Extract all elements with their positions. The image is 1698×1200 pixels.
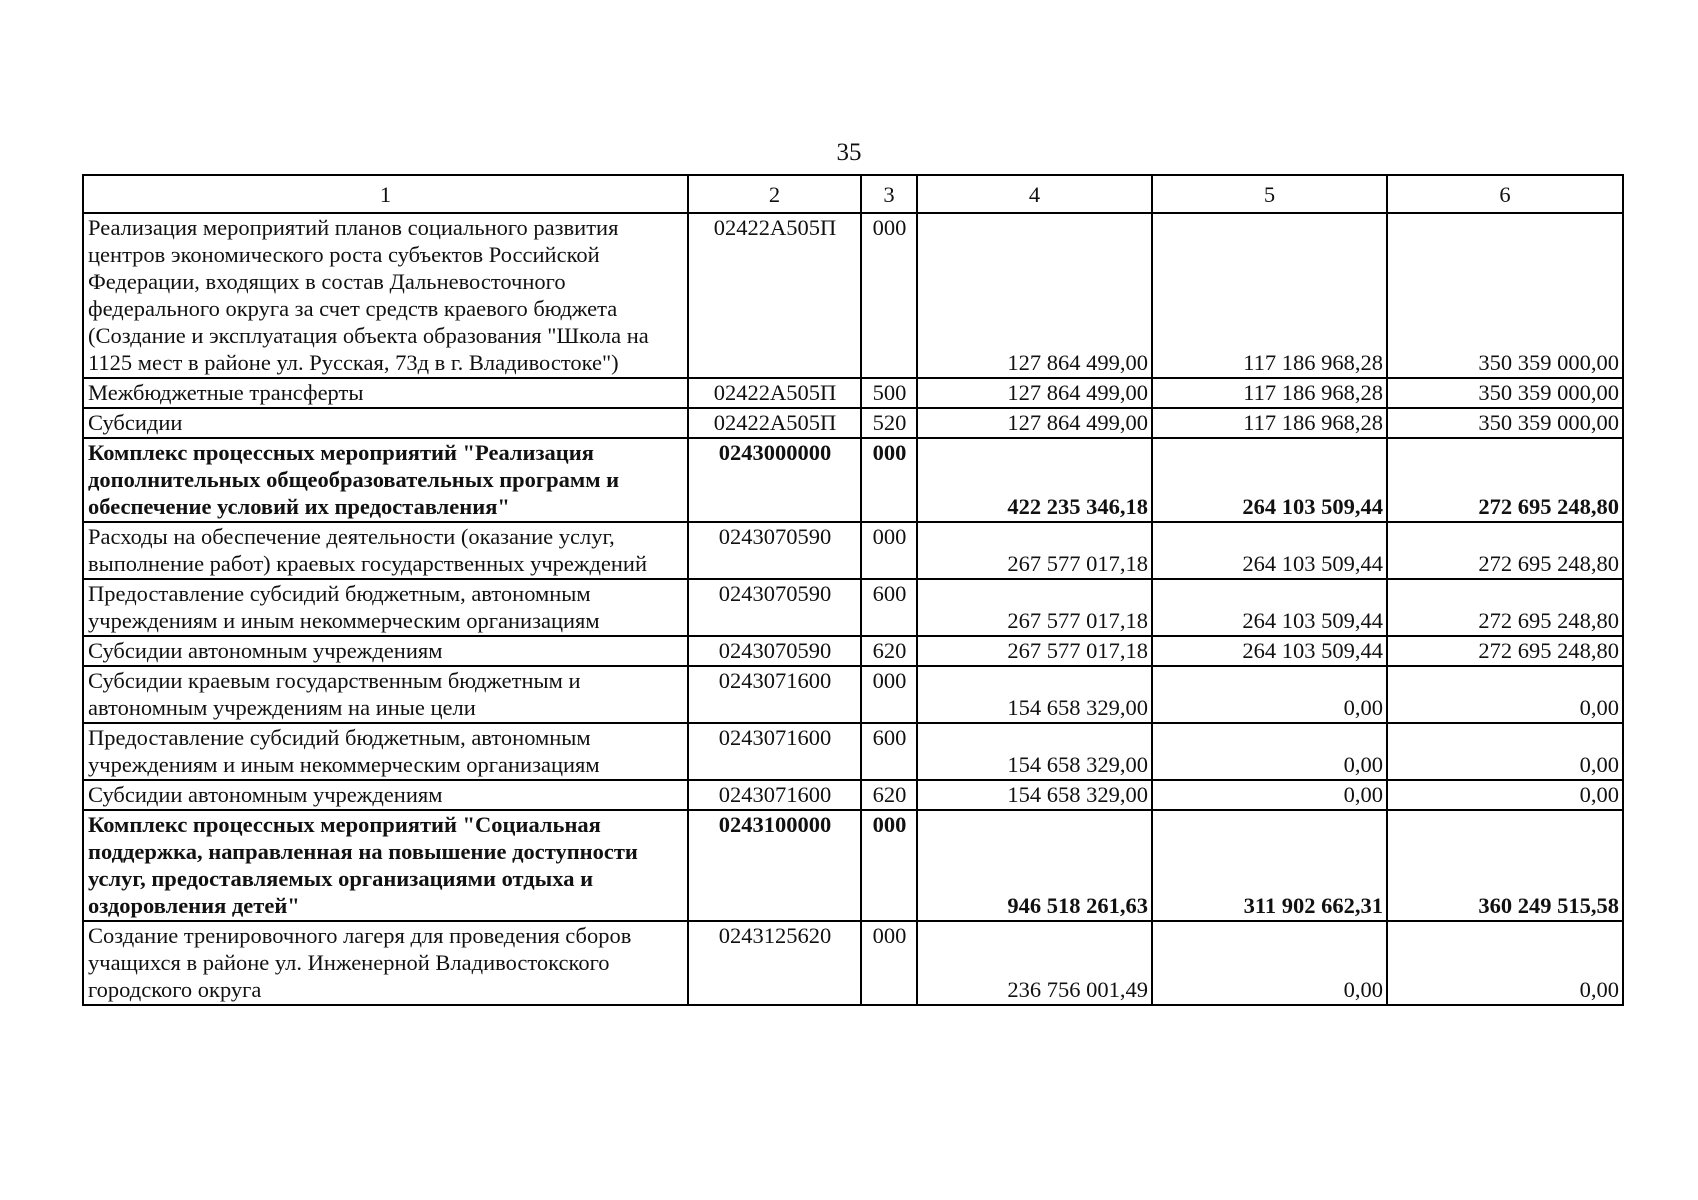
expense-kind: 620 [861, 780, 917, 810]
table-row [83, 723, 1623, 780]
header-row [83, 175, 1623, 213]
expense-kind: 000 [861, 213, 917, 378]
amount-col-6: 350 359 000,00 [1387, 213, 1623, 378]
table-row [83, 438, 1623, 522]
expense-kind: 600 [861, 723, 917, 780]
amount-col-4: 267 577 017,18 [917, 522, 1152, 579]
amount-col-5: 264 103 509,44 [1152, 636, 1387, 666]
amount-col-5: 264 103 509,44 [1152, 522, 1387, 579]
target-code: 02422А505П [688, 378, 861, 408]
row-name: Комплекс процессных мероприятий "Реализация дополнительных общеобразовательных программ и обеспечение условий их предоставления" [83, 438, 688, 522]
column-header: 4 [917, 175, 1152, 213]
amount-col-5: 311 902 662,31 [1152, 810, 1387, 921]
amount-col-4: 154 658 329,00 [917, 780, 1152, 810]
amount-col-6: 0,00 [1387, 780, 1623, 810]
amount-col-6: 272 695 248,80 [1387, 636, 1623, 666]
page-number: 35 [836, 139, 862, 166]
amount-col-6: 360 249 515,58 [1387, 810, 1623, 921]
amount-col-5: 0,00 [1152, 921, 1387, 1005]
row-name: Реализация мероприятий планов социального развития центров экономического роста субъектов Российской Федерации, входящих в состав Дальневосточного федерального округа за счет средств краевого бюджета (Создание и эксплуатация объекта образования "Школа на 1125 мест в районе ул. Русская, 73д в г. Владивостоке") [83, 213, 688, 378]
amount-col-6: 350 359 000,00 [1387, 408, 1623, 438]
target-code: 0243070590 [688, 522, 861, 579]
column-header: 5 [1152, 175, 1387, 213]
amount-col-5: 264 103 509,44 [1152, 579, 1387, 636]
target-code: 0243071600 [688, 780, 861, 810]
amount-col-6: 0,00 [1387, 666, 1623, 723]
expense-kind: 000 [861, 522, 917, 579]
amount-col-4: 127 864 499,00 [917, 408, 1152, 438]
column-header: 3 [861, 175, 917, 213]
amount-col-5: 117 186 968,28 [1152, 213, 1387, 378]
amount-col-5: 264 103 509,44 [1152, 438, 1387, 522]
row-name: Расходы на обеспечение деятельности (оказание услуг, выполнение работ) краевых государственных учреждений [83, 522, 688, 579]
row-name: Субсидии автономным учреждениям [83, 780, 688, 810]
amount-col-4: 422 235 346,18 [917, 438, 1152, 522]
amount-col-6: 272 695 248,80 [1387, 438, 1623, 522]
target-code: 02422А505П [688, 213, 861, 378]
table-row [83, 378, 1623, 408]
target-code: 0243125620 [688, 921, 861, 1005]
target-code: 02422А505П [688, 408, 861, 438]
target-code: 0243000000 [688, 438, 861, 522]
expense-kind: 000 [861, 810, 917, 921]
expense-kind: 520 [861, 408, 917, 438]
amount-col-5: 117 186 968,28 [1152, 378, 1387, 408]
expense-kind: 500 [861, 378, 917, 408]
expense-kind: 000 [861, 921, 917, 1005]
amount-col-5: 0,00 [1152, 666, 1387, 723]
table-row [83, 780, 1623, 810]
target-code: 0243070590 [688, 636, 861, 666]
amount-col-6: 0,00 [1387, 921, 1623, 1005]
target-code: 0243070590 [688, 579, 861, 636]
amount-col-6: 272 695 248,80 [1387, 579, 1623, 636]
column-header: 1 [83, 175, 688, 213]
target-code: 0243071600 [688, 723, 861, 780]
budget-table [82, 174, 1624, 1006]
amount-col-4: 127 864 499,00 [917, 213, 1152, 378]
target-code: 0243071600 [688, 666, 861, 723]
amount-col-5: 0,00 [1152, 780, 1387, 810]
column-header: 2 [688, 175, 861, 213]
row-name: Предоставление субсидий бюджетным, автономным учреждениям и иным некоммерческим организациям [83, 579, 688, 636]
row-name: Субсидии [83, 408, 688, 438]
expense-kind: 000 [861, 438, 917, 522]
table-row [83, 522, 1623, 579]
amount-col-6: 272 695 248,80 [1387, 522, 1623, 579]
amount-col-4: 267 577 017,18 [917, 636, 1152, 666]
expense-kind: 000 [861, 666, 917, 723]
amount-col-4: 267 577 017,18 [917, 579, 1152, 636]
table-row [83, 810, 1623, 921]
amount-col-5: 0,00 [1152, 723, 1387, 780]
target-code: 0243100000 [688, 810, 861, 921]
table-row [83, 636, 1623, 666]
table-row [83, 921, 1623, 1005]
row-name: Субсидии автономным учреждениям [83, 636, 688, 666]
amount-col-4: 946 518 261,63 [917, 810, 1152, 921]
table-row [83, 408, 1623, 438]
row-name: Комплекс процессных мероприятий "Социальная поддержка, направленная на повышение доступности услуг, предоставляемых организациями отдыха и оздоровления детей" [83, 810, 688, 921]
row-name: Межбюджетные трансферты [83, 378, 688, 408]
amount-col-4: 154 658 329,00 [917, 723, 1152, 780]
expense-kind: 620 [861, 636, 917, 666]
amount-col-4: 236 756 001,49 [917, 921, 1152, 1005]
amount-col-5: 117 186 968,28 [1152, 408, 1387, 438]
column-header: 6 [1387, 175, 1623, 213]
amount-col-6: 0,00 [1387, 723, 1623, 780]
row-name: Предоставление субсидий бюджетным, автономным учреждениям и иным некоммерческим организациям [83, 723, 688, 780]
row-name: Субсидии краевым государственным бюджетным и автономным учреждениям на иные цели [83, 666, 688, 723]
amount-col-4: 154 658 329,00 [917, 666, 1152, 723]
table-row [83, 579, 1623, 636]
row-name: Создание тренировочного лагеря для проведения сборов учащихся в районе ул. Инженерной Владивостокского городского округа [83, 921, 688, 1005]
expense-kind: 600 [861, 579, 917, 636]
amount-col-4: 127 864 499,00 [917, 378, 1152, 408]
table-row [83, 213, 1623, 378]
table-row [83, 666, 1623, 723]
amount-col-6: 350 359 000,00 [1387, 378, 1623, 408]
